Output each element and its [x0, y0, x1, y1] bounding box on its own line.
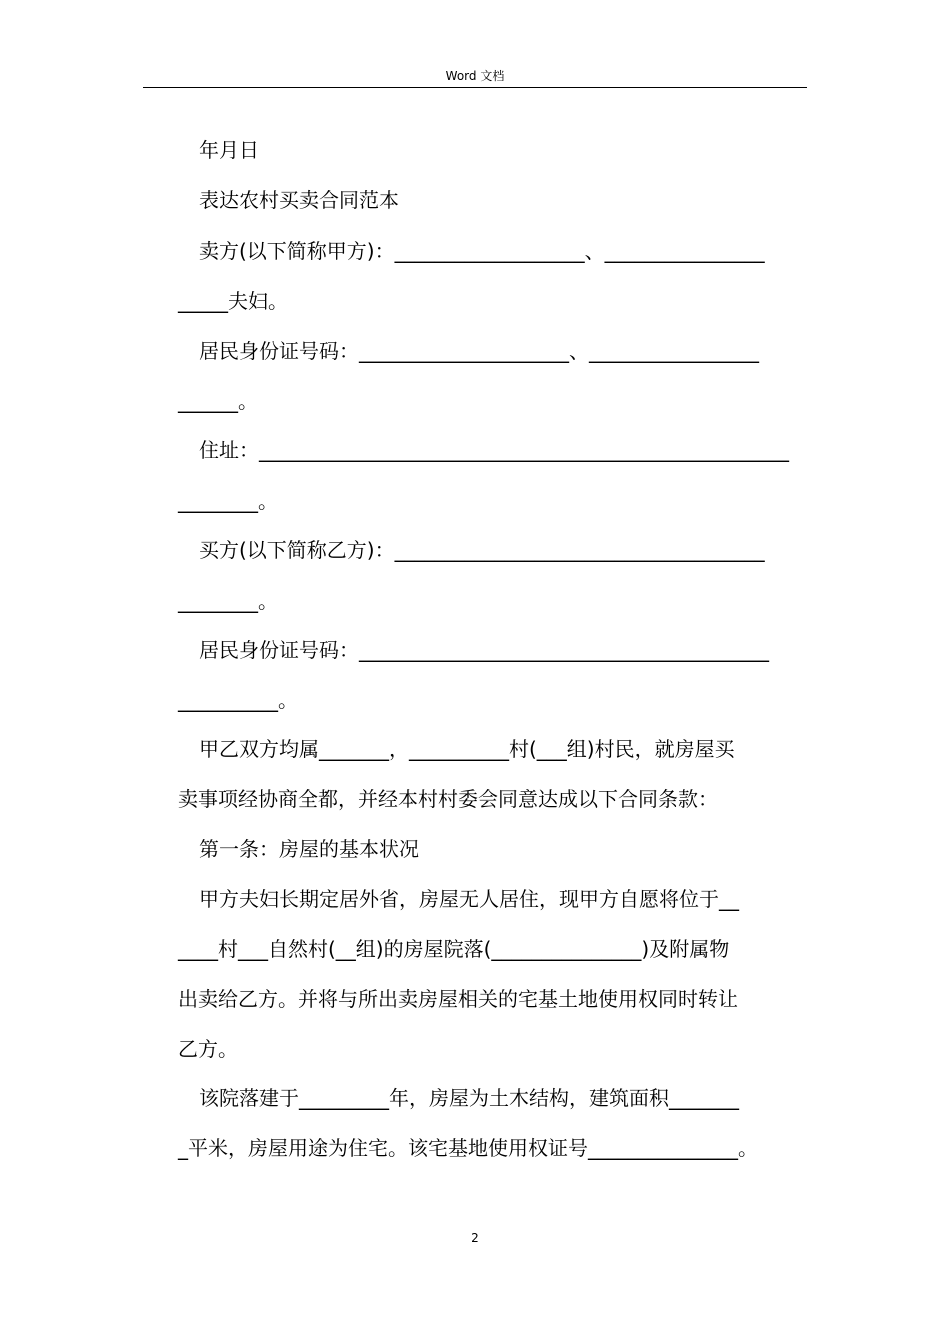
header-divider — [143, 87, 807, 88]
date-line: 年月日 — [199, 138, 259, 162]
buyer-line-cont: ________。 — [178, 589, 278, 613]
document-title: 表达农村买卖合同范本 — [199, 188, 399, 212]
buyer-id-line: 居民身份证号码：_________________________________________ — [199, 638, 769, 662]
paragraph-parties-cont: 卖事项经协商全都，并经本村村委会同意达成以下合同条款： — [178, 787, 718, 811]
paragraph-property-line-3: 出卖给乙方。并将与所出卖房屋相关的宅基土地使用权同时转让 — [178, 987, 738, 1011]
buyer-id-line-cont: __________。 — [178, 688, 298, 712]
page-header-title: Word 文档 — [445, 69, 505, 83]
page-number: 2 — [471, 1231, 479, 1245]
paragraph-parties: 甲乙双方均属_______，__________村(___组)村民，就房屋买 — [199, 737, 735, 761]
seller-id-line: 居民身份证号码：_____________________、_________________ — [199, 339, 759, 363]
seller-line: 卖方(以下简称甲方)：___________________、________________ — [199, 239, 765, 263]
seller-address-line-cont: ________。 — [178, 489, 278, 513]
paragraph-property-line-4: 乙方。 — [178, 1037, 238, 1061]
paragraph-property-line-2: ____村___自然村(__组)的房屋院落(_______________)及附属物 — [178, 937, 730, 961]
paragraph-building-cont: _平米，房屋用途为住宅。该宅基地使用权证号_______________。 — [178, 1136, 758, 1160]
article-one-heading: 第一条：房屋的基本状况 — [199, 837, 419, 861]
seller-line-cont: _____夫妇。 — [178, 289, 288, 313]
seller-id-line-cont: ______。 — [178, 389, 258, 413]
buyer-line: 买方(以下简称乙方)：_____________________________________ — [199, 538, 765, 562]
paragraph-building: 该院落建于_________年，房屋为土木结构，建筑面积_______ — [199, 1086, 739, 1110]
paragraph-property: 甲方夫妇长期定居外省，房屋无人居住，现甲方自愿将位于__ — [199, 887, 739, 911]
seller-address-line: 住址：_____________________________________________________ — [199, 438, 789, 462]
